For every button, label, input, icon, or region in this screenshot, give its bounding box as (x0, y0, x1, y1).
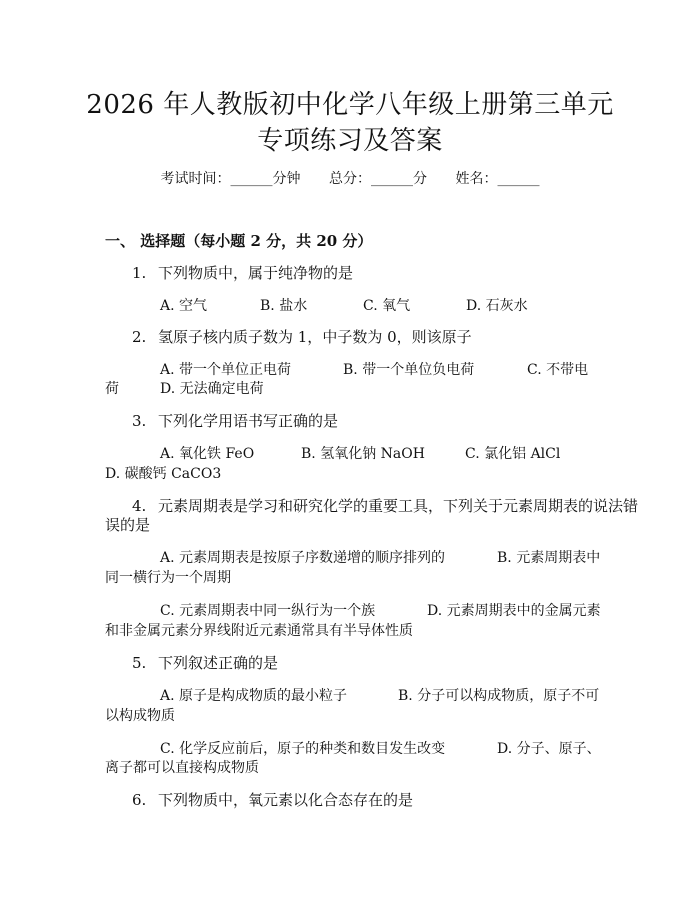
question-6 (132, 789, 413, 810)
question-text: 下列物质中，氧元素以化合态存在的是 (158, 791, 414, 809)
q5-option-d-wrap: 离子都可以直接构成物质 (105, 760, 259, 776)
q3-option-b: B. 氢氧化钠 NaOH (301, 446, 425, 462)
question-number: 5. (132, 654, 147, 672)
document-title-line1: 2026 年人教版初中化学八年级上册第三单元 (86, 90, 614, 120)
q4-option-a: A. 元素周期表是按原子序数递增的顺序排列的 (160, 550, 446, 566)
q2-option-c: C. 不带电 (527, 362, 589, 378)
q2-option-b: B. 带一个单位负电荷 (343, 362, 475, 378)
question-1 (132, 262, 353, 283)
q4-option-d-wrap: 和非金属元素分界线附近元素通常具有半导体性质 (105, 623, 413, 639)
question-3 (132, 410, 338, 431)
q5-option-c: C. 化学反应前后，原子的种类和数目发生改变 (160, 741, 446, 757)
q4-option-b: B. 元素周期表中 (497, 550, 601, 566)
q2-option-c-wrap: 荷 (105, 381, 119, 397)
q1-option-b: B. 盐水 (260, 298, 308, 314)
question-number: 1. (132, 264, 147, 282)
q3-option-a (160, 443, 254, 463)
q2-option-a: A. 带一个单位正电荷 (160, 362, 292, 378)
q4-option-c: C. 元素周期表中同一纵行为一个族 (160, 603, 376, 619)
exam-meta (0, 168, 700, 188)
question-number: 4. (132, 497, 147, 515)
question-2 (132, 326, 472, 347)
question-text: 氢原子核内质子数为 1，中子数为 0，则该原子 (158, 328, 472, 346)
question-text: 下列化学用语书写正确的是 (158, 412, 339, 430)
q4-option-d: D. 元素周期表中的金属元素 (427, 603, 601, 619)
section-heading-choice: 一、 选择题（每小题 2 分，共 20 分） (105, 232, 373, 250)
q3-option-d: D. 碳酸钙 CaCO3 (105, 466, 222, 482)
q5-option-a: A. 原子是构成物质的最小粒子 (160, 688, 348, 704)
q5-option-d: D. 分子、原子、 (497, 741, 601, 757)
question-5 (132, 652, 278, 673)
q4-option-b-wrap: 同一横行为一个周期 (105, 570, 231, 586)
q1-option-c: C. 氧气 (363, 298, 411, 314)
question-text: 元素周期表是学习和研究化学的重要工具，下列关于元素周期表的说法错 (158, 497, 639, 515)
q1-option-a: A. 空气 (160, 298, 208, 314)
q3-option-c: C. 氯化铝 AlCl (465, 446, 561, 462)
question-4 (132, 495, 638, 516)
student-name-field: 姓名：______ (455, 171, 540, 187)
total-score-field: 总分：______分 (329, 171, 427, 187)
question-number: 6. (132, 791, 147, 809)
question-text: 下列叙述正确的是 (158, 654, 279, 672)
question-number: 3. (132, 412, 147, 430)
exam-time-field: 考试时间：______分钟 (160, 171, 301, 187)
q5-option-b-wrap: 以构成物质 (105, 708, 175, 724)
q5-option-b: B. 分子可以构成物质，原子不可 (398, 688, 600, 704)
option-text: A. 氧化铁 FeO (160, 446, 255, 462)
question-text: 下列物质中，属于纯净物的是 (158, 264, 354, 282)
q2-option-d: D. 无法确定电荷 (160, 381, 264, 397)
q1-option-d: D. 石灰水 (466, 298, 528, 314)
question-4-text-wrap: 误的是 (105, 516, 151, 534)
document-title-line2: 专项练习及答案 (257, 126, 443, 156)
question-number: 2. (132, 328, 147, 346)
